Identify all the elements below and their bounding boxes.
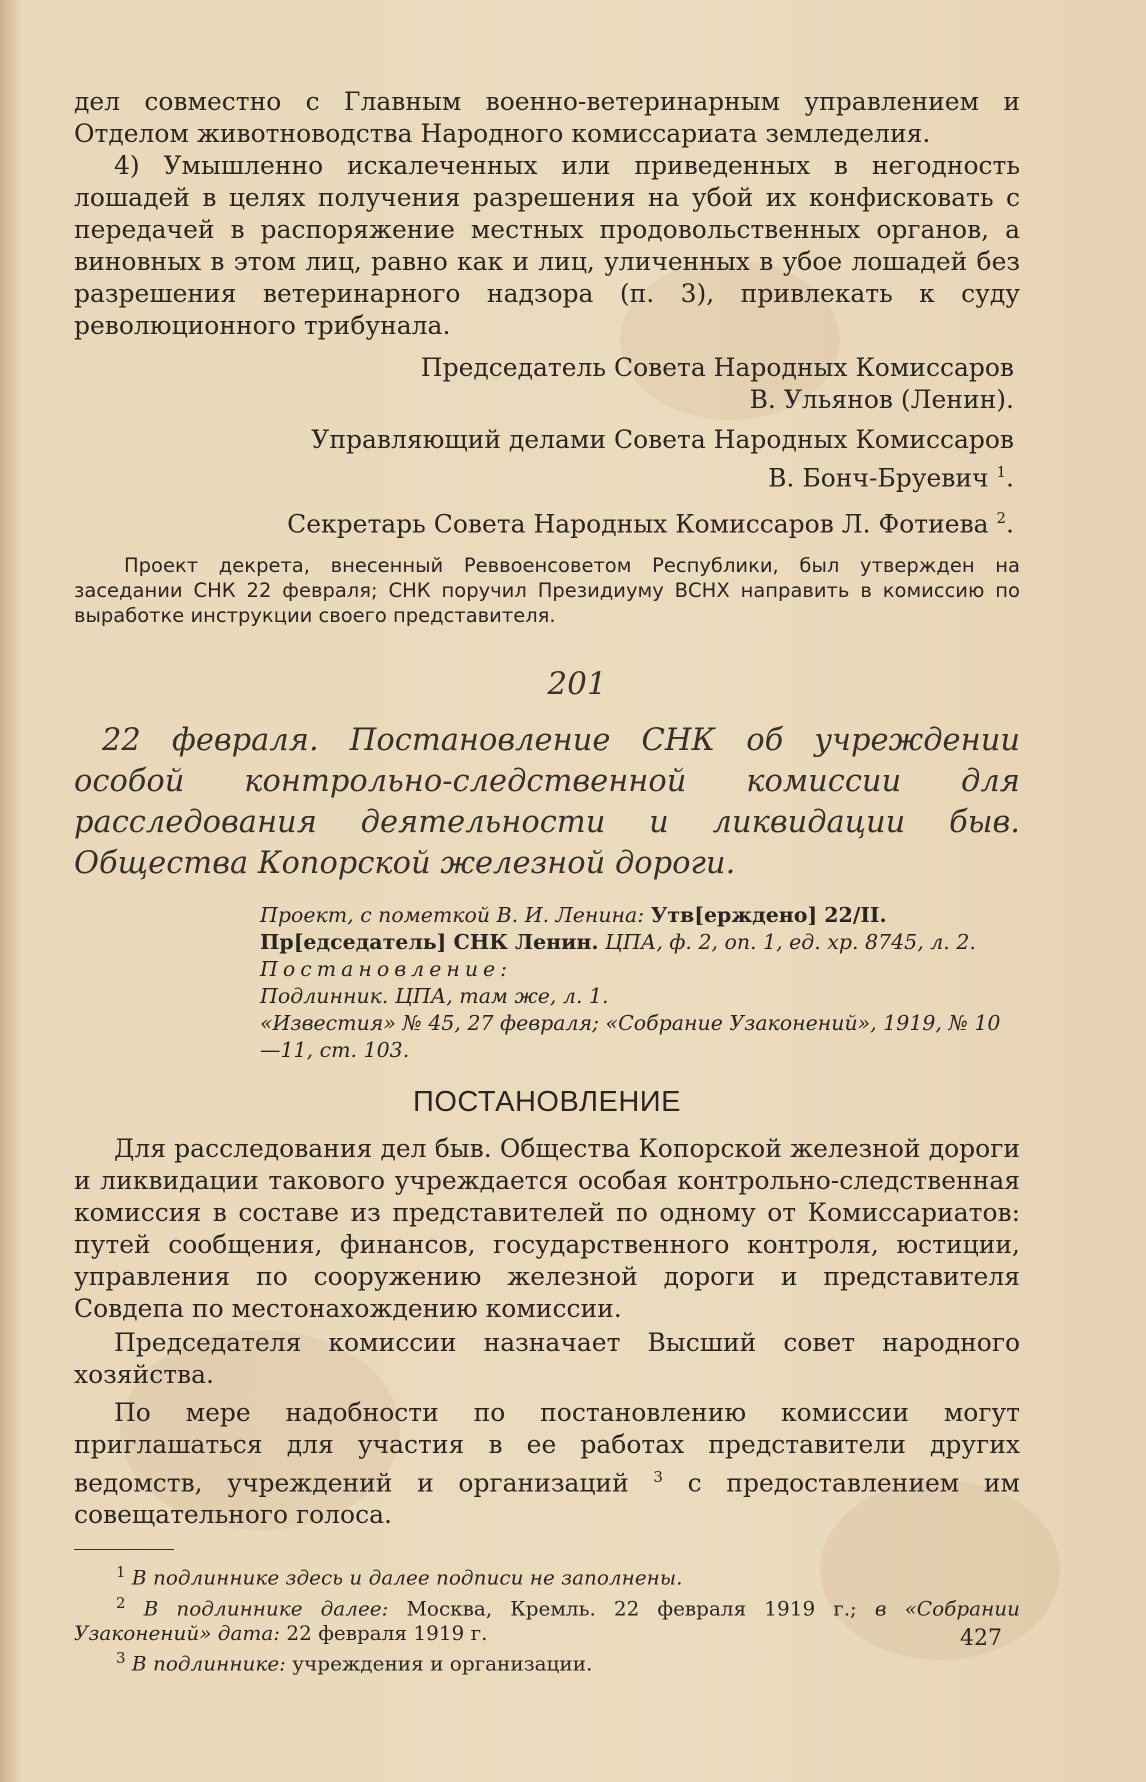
- decree-paragraph-1: Для расследования дел быв. Общества Копорской железной дороги и ликвидации такового учреждается особая контрольно-следственная комиссия в составе из представителей по одному от Комиссариатов: путей сообщения, финансов, государственного контроля, юстиции, управления по сооружению железной дороги и представителя Совдепа по местонахождению комиссии.: [74, 1133, 1020, 1323]
- decree-paragraph-2: Председателя комиссии назначает Высший совет народного хозяйства.: [74, 1327, 1020, 1389]
- source-line-3: Подлинник. ЦПА, там же, л. 1.: [260, 983, 609, 1008]
- signature-3-text: Секретарь Совета Народных Комиссаров Л. Фотиева: [287, 509, 989, 539]
- footnote-divider: [74, 1549, 174, 1550]
- section-heading: ПОСТАНОВЛЕНИЕ: [413, 1085, 681, 1118]
- footnote-3-number: 3: [116, 1649, 126, 1668]
- source-project-label: Проект, с пометкой В. И. Ленина:: [260, 902, 645, 927]
- decree-paragraph-3: [74, 1397, 1020, 1531]
- footnote-ref-1: 1: [996, 463, 1007, 481]
- page-number: 427: [960, 1626, 1002, 1651]
- footnote-2-italic-2: в «Собрании Узаконений» дата:: [74, 1596, 1021, 1646]
- page-content: [74, 86, 1020, 1677]
- footnote-3-italic: В подлиннике:: [131, 1651, 286, 1676]
- signature-1-name: В. Ульянов (Ленин).: [749, 385, 1014, 414]
- footnote-3: [74, 1646, 1020, 1677]
- signature-1-title: Председатель Совета Народных Комиссаров: [420, 353, 1014, 382]
- source-line-4: «Известия» № 45, 27 февраля; «Собрание Узаконений», 1919, № 10—11, ст. 103.: [260, 1010, 1001, 1062]
- source-lenin-mark: Утв[ерждено] 22/II. Пр[едседатель] СНК Ленин.: [260, 902, 887, 954]
- signature-2-title: Управляющий делами Совета Народных Комиссаров: [311, 425, 1014, 454]
- document-title: 22 февраля. Постановление СНК об учреждении особой контрольно-следственной комиссии для расследования деятельности и ликвидации быв. Общества Копорской железной дороги.: [74, 722, 1020, 881]
- document-number: 201: [547, 665, 607, 702]
- signature-2-line: В. Бонч-Бруевич $^1$.: [768, 463, 1014, 493]
- signature-3-line: Секретарь Совета Народных Комиссаров Л. Фотиева $^2$.: [287, 509, 1014, 539]
- decree-paragraph-3-start: По мере надобности по постановлению комиссии могут приглашаться для участия в ее работах представители других ведомств, учреждений и организаций: [74, 1397, 1020, 1497]
- footnote-3-regular: учреждения и организации.: [292, 1651, 593, 1676]
- signature-block: [74, 352, 1020, 541]
- footnote-2-italic: В подлиннике далее:: [143, 1596, 389, 1621]
- signature-2-name: В. Бонч-Бруевич: [768, 463, 989, 493]
- footnote-2-regular-2: 22 февраля 1919 г.: [286, 1621, 488, 1646]
- footnote-2-number: 2: [116, 1593, 126, 1612]
- continuation-paragraph: дел совместно с Главным военно-ветеринарным управлением и Отделом животноводства Народного комиссариата земледелия.: [74, 87, 1020, 148]
- source-line-1: [260, 902, 1020, 956]
- paragraph-4: 4) Умышленно искалеченных или приведенных в негодность лошадей в целях получения разрешения на убой их конфисковать с передачей в распоряжение местных продовольственных органов, а виновных в этом лиц, равно как и лиц, уличенных в убое лошадей без разрешения ветеринарного надзора (п. 3), привлекать к суду революционного трибунала.: [74, 151, 1020, 340]
- footnote-1-number: 1: [116, 1562, 126, 1581]
- footnote-2: [74, 1591, 1020, 1647]
- source-line-2: Постановление:: [260, 956, 513, 981]
- source-archive-ref: ЦПА, ф. 2, оп. 1, ед. хр. 8745, л. 2.: [605, 929, 976, 954]
- footnote-2-regular: Москва, Кремль. 22 февраля 1919 г.;: [406, 1596, 857, 1621]
- decree-paragraph-3-end: с предоставлением им совещательного голоса.: [74, 1467, 1020, 1529]
- project-note: Проект декрета, внесенный Реввоенсоветом Республики, был утвержден на заседании СНК 22 февраля; СНК поручил Президиуму ВСНХ направить в комиссию по выработке инструкции своего представителя.: [74, 553, 1020, 627]
- footnote-ref-3: 3: [653, 1467, 663, 1486]
- footnote-ref-2: 2: [996, 509, 1007, 528]
- footnote-1-text: В подлиннике здесь и далее подписи не заполнены.: [131, 1565, 683, 1590]
- source-block: [260, 902, 1020, 1064]
- footnote-1: [74, 1560, 1020, 1591]
